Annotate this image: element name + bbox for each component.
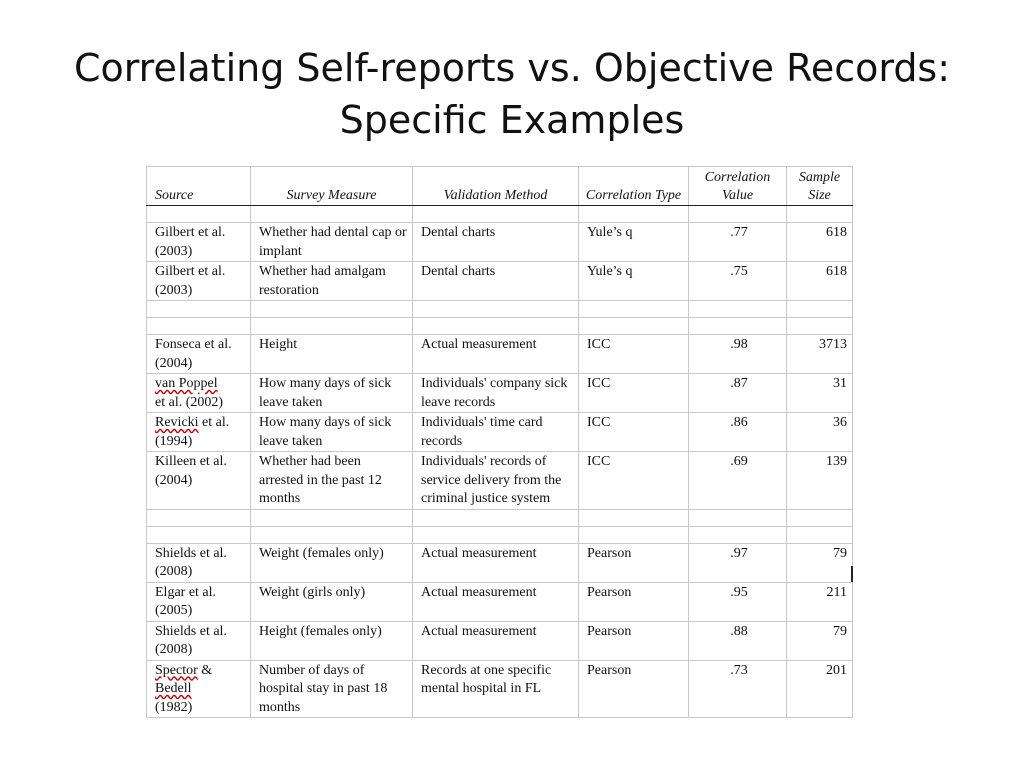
cell-value: .77	[689, 223, 787, 262]
cell-type: ICC	[579, 335, 689, 374]
slide-title-line2: Specific Examples	[339, 98, 685, 142]
table-row	[147, 262, 853, 301]
cell-type: Pearson	[579, 660, 689, 718]
header-survey-measure: Survey Measure	[251, 167, 413, 206]
cell-measure: Weight (girls only)	[251, 582, 413, 621]
cell-method: Records at one specific mental hospital in FL	[413, 660, 579, 718]
cell-source-name: Revicki	[155, 415, 199, 430]
cell-method: Actual measurement	[413, 543, 579, 582]
cell-measure: Number of days of hospital stay in past 18 months	[251, 660, 413, 718]
cell-value: .69	[689, 452, 787, 510]
cell-n: 139	[787, 452, 853, 510]
spacer-row	[147, 301, 853, 318]
cell-value: .73	[689, 660, 787, 718]
table-row	[147, 543, 853, 582]
cell-source: Elgar et al. (2005)	[147, 582, 251, 621]
table-row	[147, 582, 853, 621]
cell-type: Yule’s q	[579, 223, 689, 262]
cell-type: ICC	[579, 413, 689, 452]
cell-measure: Whether had dental cap or implant	[251, 223, 413, 262]
cell-measure: How many days of sick leave taken	[251, 413, 413, 452]
cell-n: 618	[787, 223, 853, 262]
cell-type: Pearson	[579, 543, 689, 582]
cell-n: 31	[787, 374, 853, 413]
cell-source-amp: &	[201, 662, 213, 678]
text-cursor-mark	[851, 566, 853, 582]
cell-type: Pearson	[579, 621, 689, 660]
cell-method: Dental charts	[413, 262, 579, 301]
cell-value: .75	[689, 262, 787, 301]
header-correlation-value: Correlation Value	[689, 167, 787, 206]
cell-source-year: et al. (2002)	[155, 394, 224, 410]
cell-measure: How many days of sick leave taken	[251, 374, 413, 413]
spacer-row	[147, 526, 853, 543]
cell-n: 618	[787, 262, 853, 301]
cell-source	[147, 374, 251, 413]
cell-method: Actual measurement	[413, 621, 579, 660]
cell-measure: Whether had amalgam restoration	[251, 262, 413, 301]
table-row	[147, 660, 853, 718]
spacer-row	[147, 206, 853, 223]
cell-value: .95	[689, 582, 787, 621]
cell-source-year: (1982)	[155, 699, 193, 715]
cell-type: Yule’s q	[579, 262, 689, 301]
table-row	[147, 223, 853, 262]
correlation-table	[146, 166, 853, 718]
cell-measure: Height	[251, 335, 413, 374]
cell-type: ICC	[579, 452, 689, 510]
cell-source: Fonseca et al. (2004)	[147, 335, 251, 374]
table-row	[147, 374, 853, 413]
cell-value: .97	[689, 543, 787, 582]
cell-value: .98	[689, 335, 787, 374]
cell-n: 79	[787, 543, 853, 582]
cell-measure: Height (females only)	[251, 621, 413, 660]
table-row	[147, 335, 853, 374]
cell-source: Shields et al. (2008)	[147, 543, 251, 582]
cell-source-name: Spector	[155, 662, 198, 678]
cell-method: Dental charts	[413, 223, 579, 262]
header-source: Source	[147, 167, 251, 206]
cell-source	[147, 413, 251, 452]
cell-n: 79	[787, 621, 853, 660]
slide-title-line1: Correlating Self-reports vs. Objective Records:	[73, 46, 951, 90]
spacer-row	[147, 509, 853, 526]
cell-source-name: van Poppel	[155, 376, 218, 391]
cell-type: ICC	[579, 374, 689, 413]
table-row	[147, 452, 853, 510]
cell-source: Gilbert et al. (2003)	[147, 223, 251, 262]
header-sample-size: Sample Size	[787, 167, 853, 206]
cell-value: .86	[689, 413, 787, 452]
cell-source: Killeen et al. (2004)	[147, 452, 251, 510]
cell-n: 3713	[787, 335, 853, 374]
cell-source: Gilbert et al. (2003)	[147, 262, 251, 301]
table-header-row	[147, 167, 853, 206]
cell-source	[147, 660, 251, 718]
spacer-row	[147, 318, 853, 335]
cell-method: Individuals' records of service delivery from the criminal justice system	[413, 452, 579, 510]
cell-type: Pearson	[579, 582, 689, 621]
table-row	[147, 413, 853, 452]
cell-source-name-2: Bedell	[155, 681, 192, 696]
cell-source: Shields et al. (2008)	[147, 621, 251, 660]
cell-method: Individuals' company sick leave records	[413, 374, 579, 413]
header-correlation-type: Correlation Type	[579, 167, 689, 206]
table-row	[147, 621, 853, 660]
cell-method: Individuals' time card records	[413, 413, 579, 452]
cell-source-year: et al. (1994)	[155, 415, 230, 449]
cell-method: Actual measurement	[413, 335, 579, 374]
slide-title	[0, 42, 1024, 146]
cell-value: .88	[689, 621, 787, 660]
cell-n: 211	[787, 582, 853, 621]
cell-method: Actual measurement	[413, 582, 579, 621]
cell-value: .87	[689, 374, 787, 413]
cell-n: 201	[787, 660, 853, 718]
header-validation-method: Validation Method	[413, 167, 579, 206]
cell-n: 36	[787, 413, 853, 452]
cell-measure: Weight (females only)	[251, 543, 413, 582]
cell-measure: Whether had been arrested in the past 12 months	[251, 452, 413, 510]
